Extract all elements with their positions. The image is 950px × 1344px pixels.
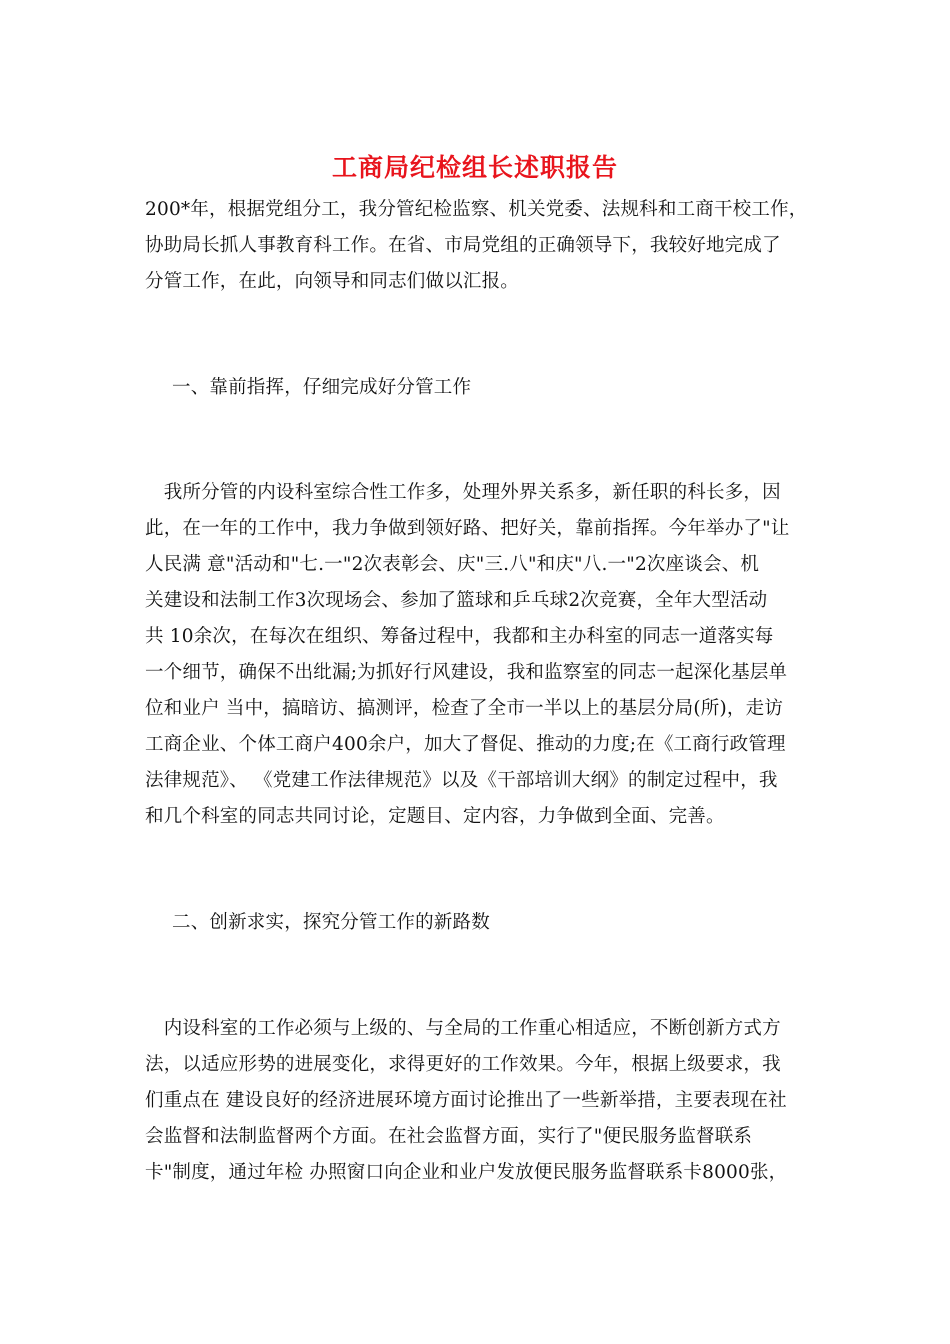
- intro-line-2: 协助局长抓人事教育科工作。在省、市局党组的正确领导下，我较好地完成了: [145, 235, 781, 256]
- section-2-line-5: 卡"制度，通过年检 办照窗口向企业和业户发放便民服务监督联系卡8000张，: [145, 1162, 788, 1183]
- document-title: 工商局纪检组长述职报告: [331, 153, 618, 182]
- section-2-heading: 二、创新求实，探究分管工作的新路数: [172, 912, 490, 933]
- section-2-line-4: 会监督和法制监督两个方面。在社会监督方面，实行了"便民服务监督联系: [145, 1126, 753, 1147]
- section-2-line-3: 们重点在 建设良好的经济进展环境方面讨论推出了一些新举措，主要表现在社: [145, 1090, 787, 1111]
- section-2-line-1: 内设科室的工作必须与上级的、与全局的工作重心相适应，不断创新方式方: [145, 1018, 781, 1039]
- section-1-line-2: 此，在一年的工作中，我力争做到领好路、把好关，靠前指挥。今年举办了"让: [145, 518, 790, 539]
- intro-line-3: 分管工作，在此，向领导和同志们做以汇报。: [145, 271, 520, 292]
- section-2-line-2: 法，以适应形势的进展变化，求得更好的工作效果。今年，根据上级要求，我: [145, 1054, 781, 1075]
- section-1-line-10: 和几个科室的同志共同讨论，定题目、定内容，力争做到全面、完善。: [145, 806, 725, 827]
- section-1-line-3: 人民满 意"活动和"七.一"2次表彰会、庆"三.八"和庆"八.一"2次座谈会、机: [145, 554, 760, 575]
- section-1-line-9: 法律规范》、 《党建工作法律规范》以及《干部培训大纲》的制定过程中，我: [145, 770, 778, 791]
- section-1-line-8: 工商企业、个体工商户400余户，加大了督促、推动的力度;在《工商行政管理: [145, 734, 786, 755]
- section-1-line-6: 一个细节，确保不出纰漏;为抓好行风建设，我和监察室的同志一起深化基层单: [145, 662, 788, 683]
- section-1-line-7: 位和业户 当中，搞暗访、搞测评，检查了全市一半以上的基层分局(所)，走访: [145, 698, 784, 719]
- section-1-line-5: 共 10余次，在每次在组织、筹备过程中，我都和主办科室的同志一道落实每: [145, 626, 774, 647]
- section-1-heading: 一、靠前指挥，仔细完成好分管工作: [172, 377, 472, 398]
- intro-line-1: 200*年，根据党组分工，我分管纪检监察、机关党委、法规科和工商干校工作，: [145, 199, 808, 220]
- section-1-line-1: 我所分管的内设科室综合性工作多，处理外界关系多，新任职的科长多，因: [145, 482, 781, 503]
- section-1-line-4: 关建设和法制工作3次现场会、参加了篮球和乒乓球2次竞赛，全年大型活动: [145, 590, 768, 611]
